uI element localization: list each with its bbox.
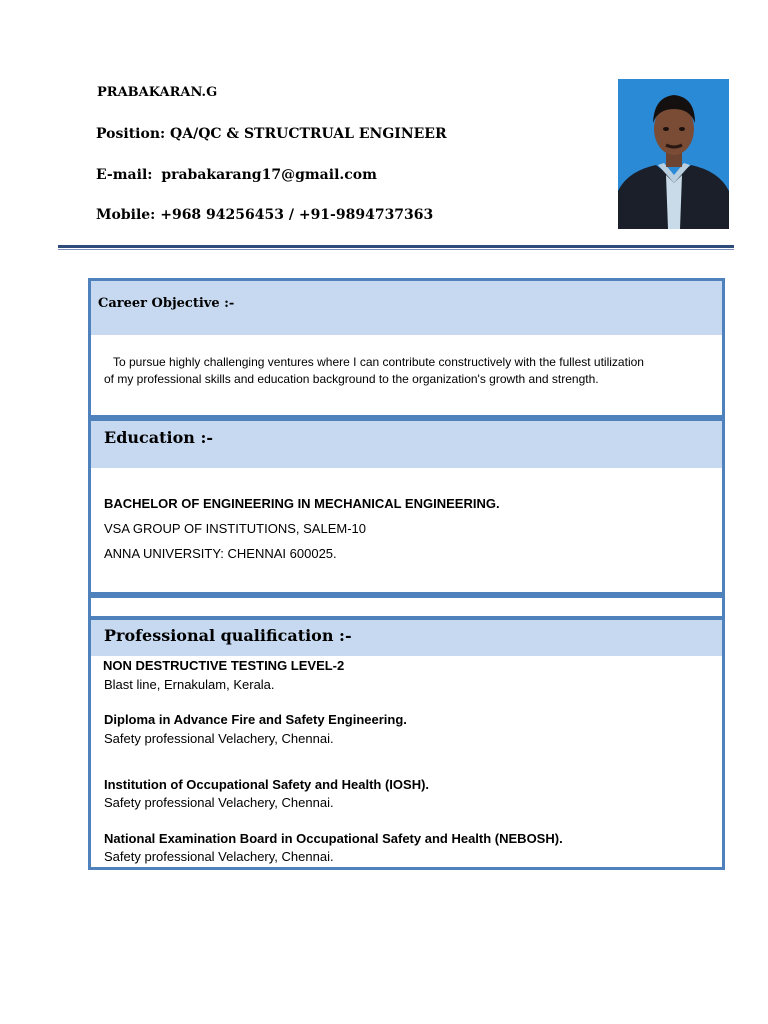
header-rule-thin	[58, 249, 734, 250]
candidate-name: PRABAKARAN.G	[97, 85, 218, 100]
mobile-line	[96, 206, 433, 224]
education-institution: VSA GROUP OF INSTITUTIONS, SALEM-10	[104, 521, 366, 536]
professional-title: Professional qualification :-	[104, 626, 352, 645]
qualification-name: NON DESTRUCTIVE TESTING LEVEL-2	[103, 658, 345, 673]
qualification-place: Blast line, Ernakulam, Kerala.	[104, 677, 275, 692]
qualification-place: Safety professional Velachery, Chennai.	[104, 731, 334, 746]
qualification-place: Safety professional Velachery, Chennai.	[104, 849, 334, 864]
career-objective-header	[88, 278, 725, 338]
education-degree: BACHELOR OF ENGINEERING IN MECHANICAL ENGINEERING.	[104, 496, 500, 511]
career-objective-title: Career Objective :-	[98, 296, 235, 311]
mobile-label: Mobile:	[96, 207, 156, 223]
career-objective-line-1: To pursue highly challenging ventures where I can contribute constructively with the fullest utilization	[113, 355, 644, 369]
qualification-name: Institution of Occupational Safety and Health (IOSH).	[104, 777, 430, 792]
header-rule	[58, 245, 734, 248]
email-line	[96, 166, 377, 184]
position-line	[96, 125, 447, 143]
professional-header	[88, 617, 725, 659]
email-value[interactable]: prabakarang17@gmail.com	[161, 167, 377, 183]
qualification-place: Safety professional Velachery, Chennai.	[104, 795, 334, 810]
education-body	[88, 468, 725, 595]
qualification-name: National Examination Board in Occupational Safety and Health (NEBOSH).	[104, 831, 563, 846]
career-objective-line-2: of my professional skills and education background to the organization's growth and strength.	[104, 372, 599, 386]
position-label: Position:	[96, 126, 166, 142]
position-value: QA/QC & STRUCTRUAL ENGINEER	[170, 126, 447, 142]
education-university: ANNA UNIVERSITY: CHENNAI 600025.	[104, 546, 337, 561]
email-label: E-mail:	[96, 167, 153, 183]
education-title: Education :-	[104, 428, 214, 447]
qualification-name: Diploma in Advance Fire and Safety Engineering.	[104, 712, 407, 727]
career-objective-body	[88, 335, 725, 418]
mobile-value: +968 94256453 / +91-9894737363	[160, 207, 434, 223]
education-header	[88, 418, 725, 471]
section-spacer	[88, 595, 725, 619]
professional-body	[88, 656, 725, 870]
portrait-illustration	[618, 79, 729, 229]
profile-photo	[618, 79, 729, 229]
